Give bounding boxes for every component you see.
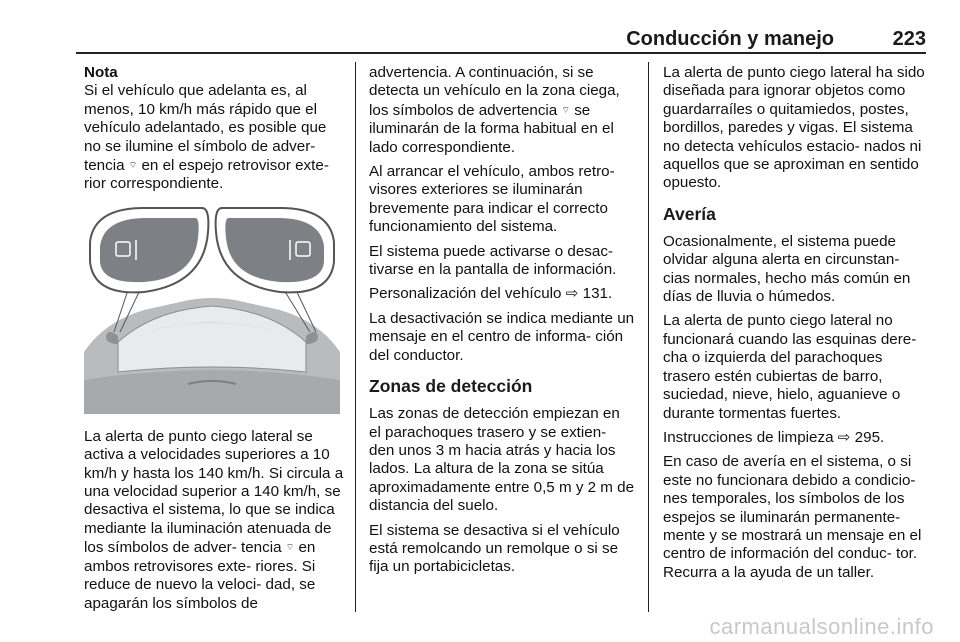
column-divider-left	[355, 62, 356, 612]
paragraph-cleaning-ref: Instrucciones de limpieza ⇨ 295.	[663, 428, 885, 446]
heading-detection-zones: Zonas de detección	[369, 376, 533, 397]
mirror-car-drawing	[84, 202, 340, 414]
mirror-illustration	[84, 202, 340, 414]
watermark: carmanualsonline.info	[709, 614, 934, 639]
paragraph-personalization-ref: Personalización del vehículo ⇨ 131.	[369, 285, 613, 303]
note-box	[84, 64, 346, 194]
chapter-title: Conducción y manejo	[626, 28, 834, 50]
paragraph-ignore-objects: La alerta de punto ciego lateral ha sido diseñada para ignorar objetos como guardarraíles o quitamiedos, postes, bordillos, paredes y vigas. El sistema no detecta vehículos estacio- nados ni aquellos que se aproximan en sentido opuesto.	[663, 64, 925, 192]
heading-fault: Avería	[663, 203, 716, 224]
paragraph-covered-bumper: La alerta de punto ciego lateral no funcionará cuando las esquinas dere- cha o izquierda del parachoques trasero estén cubiertas de barro, suciedad, nieve, hielo, aguanieve o durante tormentas fuertes.	[663, 312, 917, 422]
column-1	[84, 64, 346, 619]
page-number: 223	[892, 28, 926, 50]
page-header	[76, 26, 926, 54]
blind-spot-warning-icon: ⌔	[285, 542, 295, 553]
paragraph-speed-range: La alerta de punto ciego lateral se activa a velocidades superiores a 10 km/h y hasta los 140 km/h. Si circula a una velocidad superior a 140 km/h, se desactiva el sistema, lo que se indica mediante la iluminación atenuada de los símbolos de adver- tencia ⌔ en ambos retrovisores exte- riores. Si reduce de nuevo la veloci- dad, se apagarán los símbolos de	[84, 427, 344, 612]
paragraph-missed-alerts: Ocasionalmente, el sistema puede olvidar alguna alerta en circunstan- cias normales, hecho más común en días de lluvia o húmedos.	[663, 232, 911, 306]
note-text: Si el vehículo que adelanta es, al menos, 10 km/h más rápido que el vehículo adelantado, es posible que no se ilumine el símbolo de adver- tencia ⌔ en el espejo retrovisor exte- rior correspondiente.	[84, 82, 329, 193]
column-3	[663, 64, 929, 588]
paragraph-deactivation: La desactivación se indica mediante un mensaje en el centro de informa- ción del conductor.	[369, 309, 635, 364]
paragraph-trailer: El sistema se desactiva si el vehículo está remolcando un remolque o si se fija un portabicicletas.	[369, 521, 620, 576]
paragraph-startup: Al arrancar el vehículo, ambos retro- visores exteriores se iluminarán brevemente para indicar el correcto funcionamiento del sistema.	[369, 163, 615, 236]
paragraph-malfunction: En caso de avería en el sistema, o si este no funcionara debido a condicio- nes temporales, los símbolos de los espejos se iluminarán permanente- mente y se mostrará un mensaje en el centro de información del conduc- tor. Recurra a la ayuda de un taller.	[663, 453, 922, 581]
paragraph-warning-continue: advertencia. A continuación, si se detecta un vehículo en la zona ciega, los símbolos de advertencia ⌔ se iluminarán de la forma habitual en el lado correspondiente.	[369, 64, 620, 156]
paragraph-activation: El sistema puede activarse o desac- tivarse en la pantalla de información.	[369, 242, 617, 279]
paragraph-zones: Las zonas de detección empiezan en el parachoques trasero y se extien- den unos 3 m hacia atrás y hacia los lados. La altura de la zona se sitúa aproximadamente entre 0,5 m y 2 m de distancia del suelo.	[369, 405, 635, 515]
column-2	[369, 64, 635, 583]
blind-spot-warning-icon: ⌔	[128, 160, 138, 171]
blind-spot-warning-icon: ⌔	[561, 104, 570, 115]
note-title: Nota	[84, 64, 118, 81]
column-divider-right	[648, 62, 649, 612]
